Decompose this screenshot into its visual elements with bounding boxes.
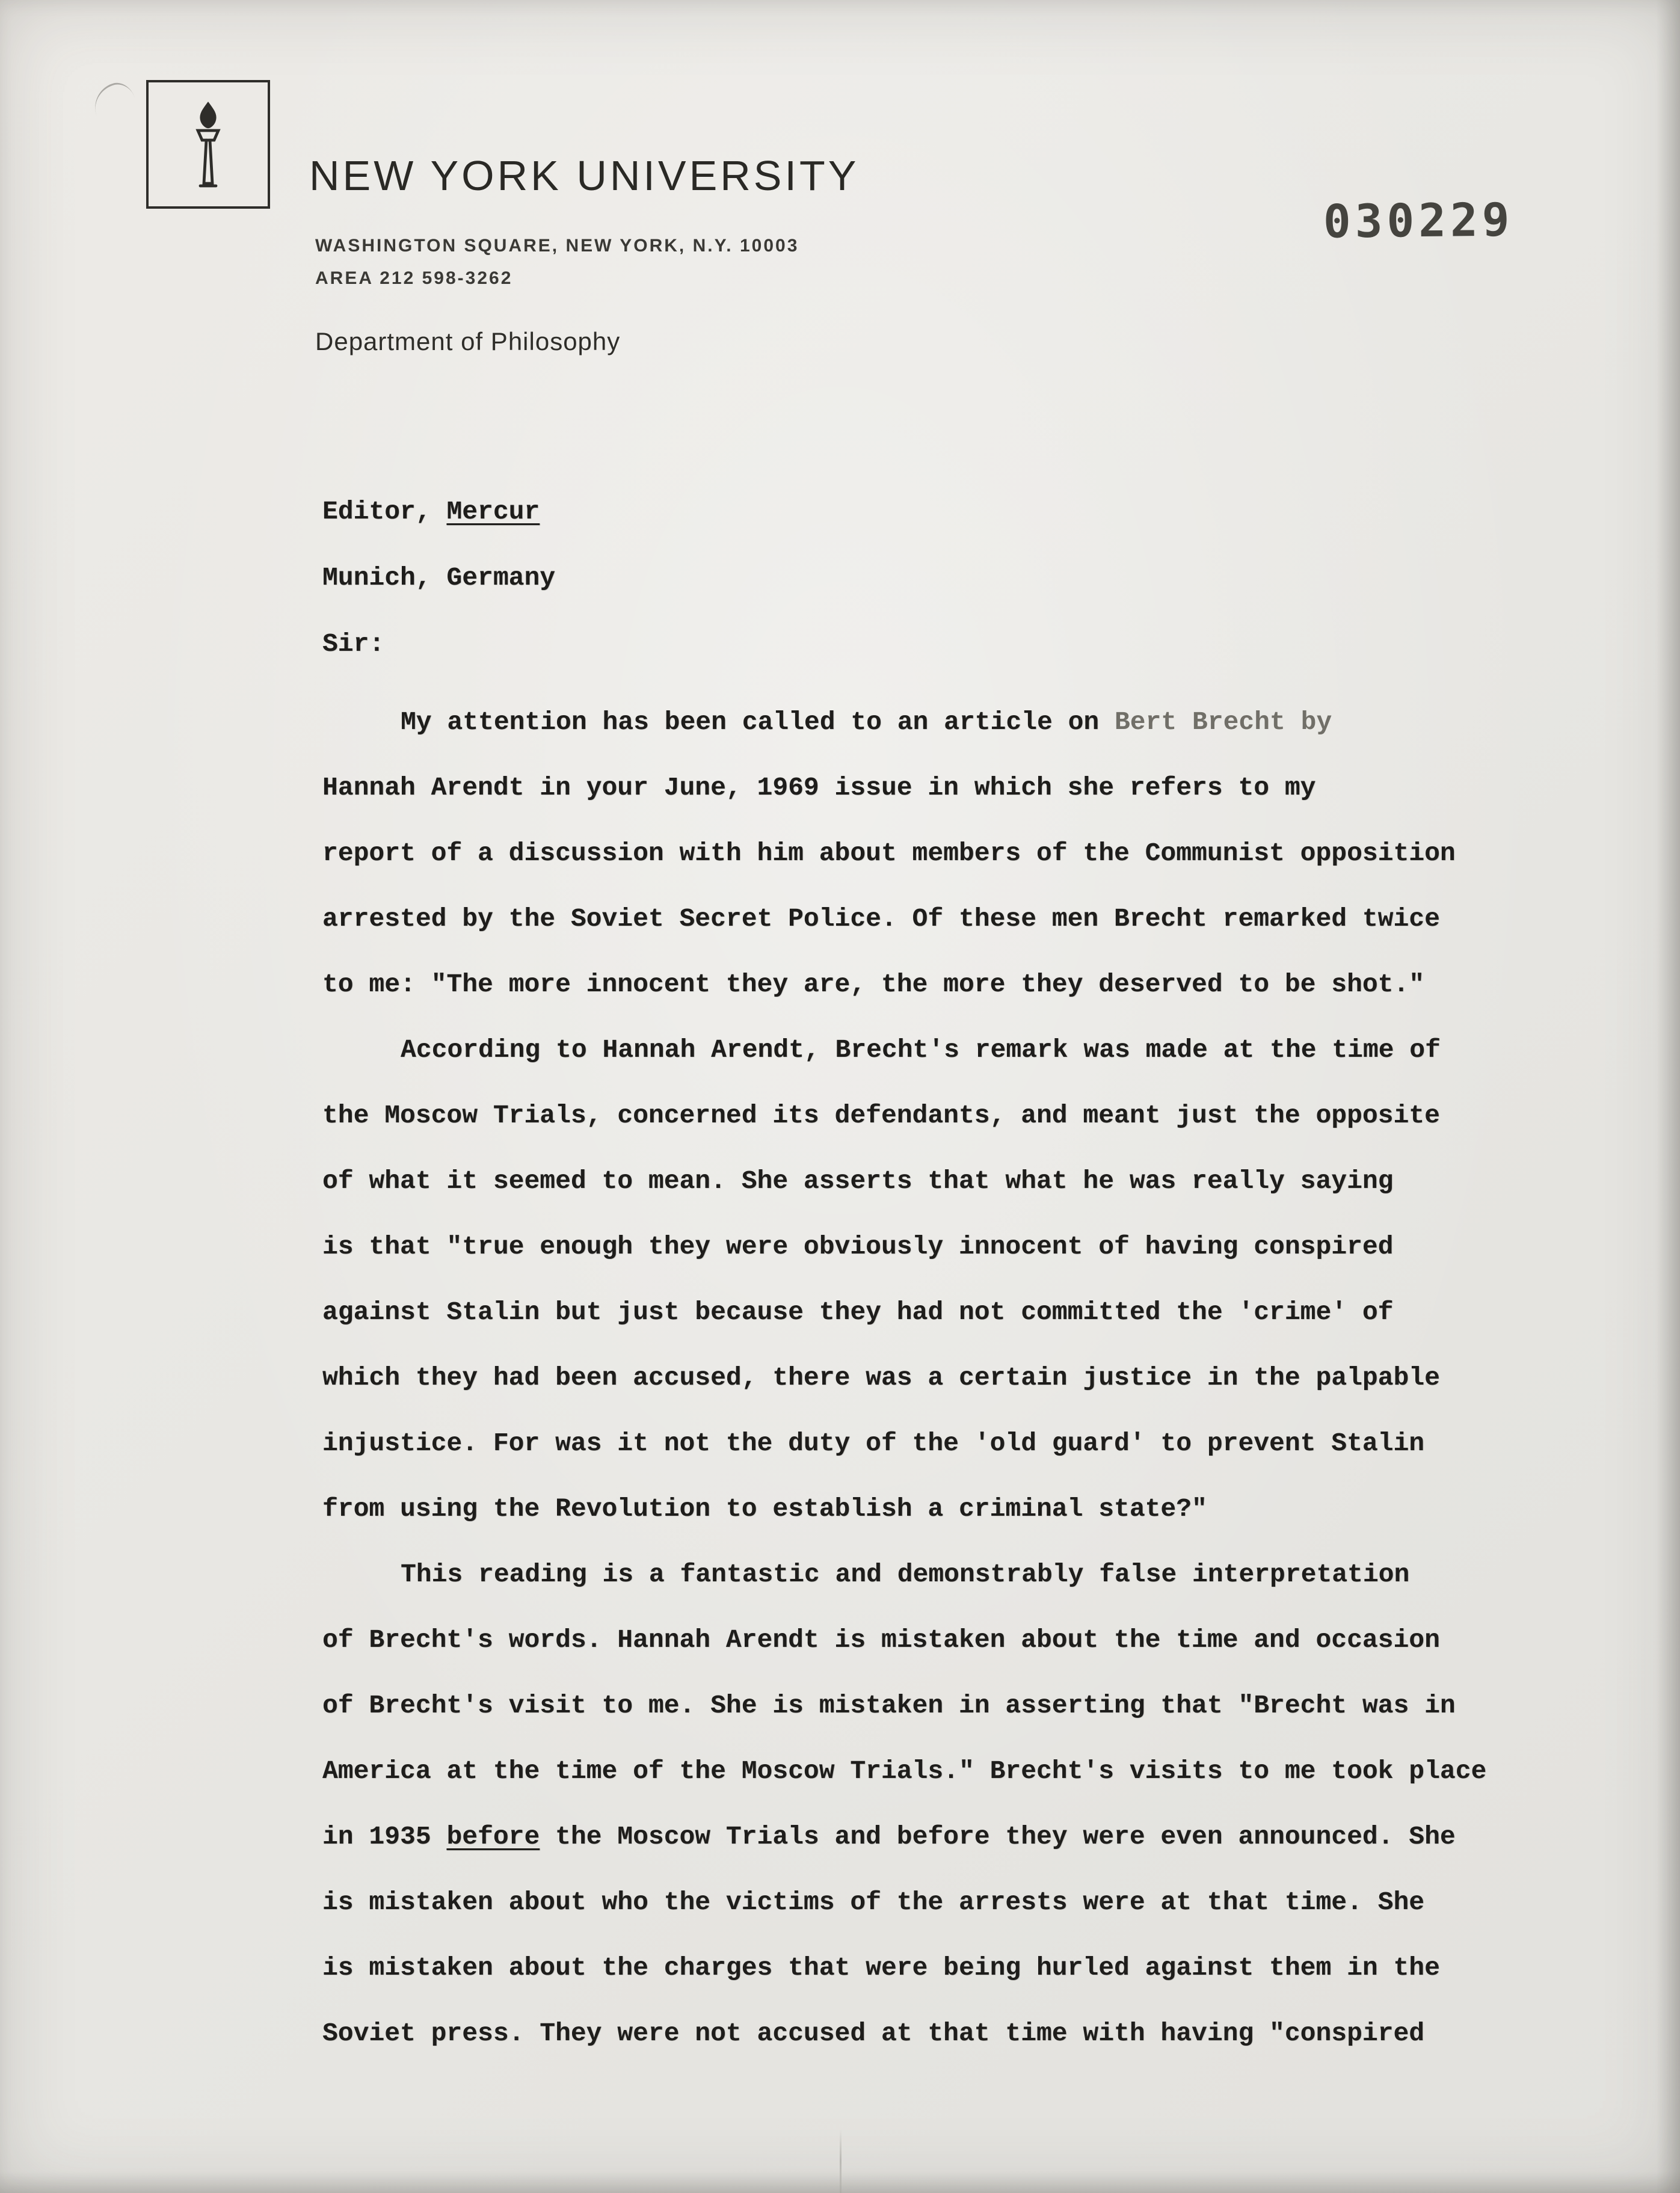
text-segment: in 1935	[322, 1822, 447, 1851]
text-segment: Hannah Arendt in your June, 1969 issue in which she refers to my	[322, 773, 1316, 802]
body-line	[322, 1476, 1592, 1542]
text-segment: is mistaken about the charges that were being hurled against them in the	[322, 1953, 1440, 1982]
address-line-1: WASHINGTON SQUARE, NEW YORK, N.Y. 10003	[315, 236, 799, 256]
salutation: Sir:	[322, 629, 385, 659]
department-name: Department of Philosophy	[315, 327, 621, 355]
text-segment: America at the time of the Moscow Trials." Brecht's visits to me took place	[322, 1756, 1487, 1786]
body-line	[322, 755, 1592, 820]
text-segment: Soviet press. They were not accused at that time with having "conspired	[322, 2019, 1425, 2048]
text-segment: which they had been accused, there was a certain justice in the palpable	[322, 1363, 1440, 1392]
scan-edge-shadow-bottom	[0, 2171, 1680, 2193]
body-line	[322, 1148, 1592, 1214]
text-segment: of what it seemed to mean. She asserts that what he was really saying	[322, 1166, 1394, 1196]
recipient-block	[322, 479, 1592, 611]
body-line	[322, 1738, 1592, 1804]
paragraph	[322, 689, 1592, 1017]
text-segment: Munich, Germany	[322, 563, 556, 592]
body-line	[322, 1410, 1592, 1476]
text-segment: is that "true enough they were obviously innocent of having conspired	[322, 1232, 1394, 1261]
body-line	[322, 1017, 1592, 1083]
body-line	[322, 1083, 1592, 1148]
body-line	[322, 1345, 1592, 1410]
letter-body	[322, 479, 1592, 2066]
underlined-text: before	[446, 1822, 540, 1851]
body-line	[322, 1279, 1592, 1345]
paragraph	[322, 1017, 1592, 1542]
text-segment: the Moscow Trials and before they were even announced. She	[540, 1822, 1456, 1851]
text-segment: report of a discussion with him about members of the Communist opposition	[322, 838, 1456, 868]
body-line	[322, 689, 1592, 755]
body-line	[322, 1935, 1592, 2001]
body-line	[322, 1542, 1592, 1607]
paragraph	[322, 1542, 1592, 2066]
text-segment: This reading is a fantastic and demonstrably false interpretation	[401, 1560, 1410, 1589]
text-segment: is mistaken about who the victims of the arrests were at that time. She	[322, 1887, 1425, 1917]
body-line	[322, 820, 1592, 886]
body-line	[322, 1869, 1592, 1935]
paragraphs	[322, 689, 1592, 2066]
text-segment: from using the Revolution to establish a criminal state?"	[322, 1494, 1207, 1524]
text-segment: According to Hannah Arendt, Brecht's remark was made at the time of	[401, 1035, 1441, 1065]
faded-text: Bert Brecht by	[1115, 707, 1332, 737]
body-line	[322, 2001, 1592, 2066]
body-line	[322, 952, 1592, 1017]
nyu-logo	[146, 80, 270, 209]
torch-icon	[182, 99, 234, 189]
text-segment: of Brecht's words. Hannah Arendt is mistaken about the time and occasion	[322, 1625, 1440, 1655]
university-name: NEW YORK UNIVERSITY	[309, 152, 860, 199]
underlined-text: Mercur	[446, 497, 540, 526]
text-segment: the Moscow Trials, concerned its defendants, and meant just the opposite	[322, 1101, 1440, 1130]
text-segment: Editor,	[322, 497, 447, 526]
text-segment: My attention has been called to an article on	[401, 707, 1115, 737]
recipient-line	[322, 545, 1592, 611]
body-line	[322, 1607, 1592, 1673]
pencil-mark	[88, 78, 137, 116]
body-line	[322, 1214, 1592, 1279]
text-segment: against Stalin but just because they had not committed the 'crime' of	[322, 1297, 1394, 1327]
text-segment: injustice. For was it not the duty of the 'old guard' to prevent Stalin	[322, 1429, 1425, 1458]
body-line	[322, 886, 1592, 952]
recipient-line	[322, 479, 1592, 545]
address-line-2: AREA 212 598-3262	[315, 268, 513, 288]
text-segment: arrested by the Soviet Secret Police. Of these men Brecht remarked twice	[322, 904, 1440, 933]
stamp-number: 030229	[1323, 192, 1515, 248]
text-segment: of Brecht's visit to me. She is mistaken in asserting that "Brecht was in	[322, 1691, 1456, 1720]
body-line	[322, 1673, 1592, 1738]
text-segment: to me: "The more innocent they are, the more they deserved to be shot."	[322, 970, 1425, 999]
body-line	[322, 1804, 1592, 1869]
scan-edge-shadow-right	[1656, 0, 1680, 2193]
